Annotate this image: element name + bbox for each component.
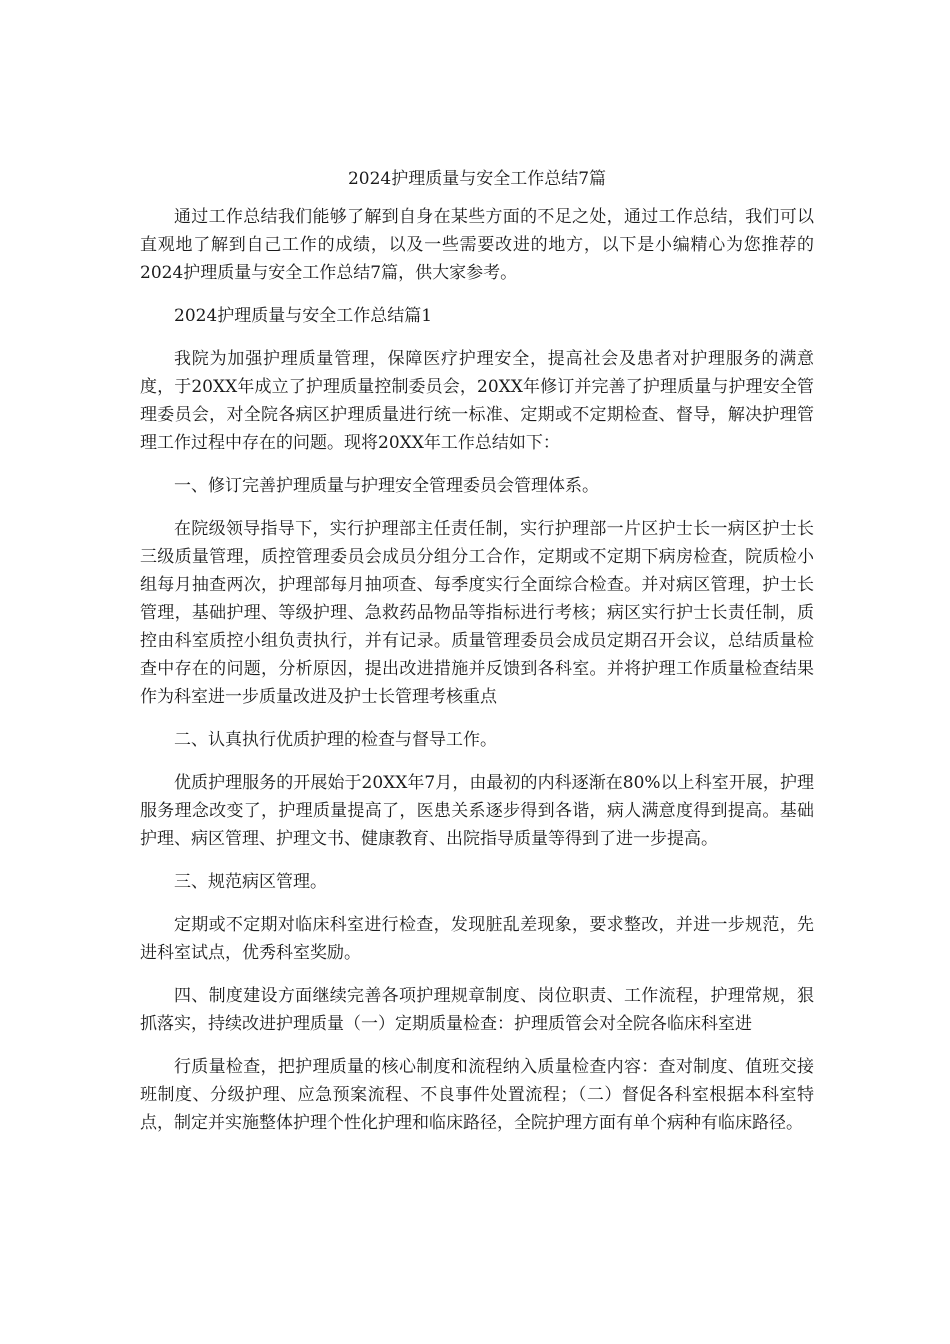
document-title: 2024护理质量与安全工作总结7篇 — [347, 169, 607, 189]
article-heading: 2024护理质量与安全工作总结篇1 — [174, 306, 433, 326]
paragraph-3: 优质护理服务的开展始于20XX年7月，由最初的内科逐渐在80%以上科室开展，护理服务理念改变了，护理质量提高了，医患关系逐步得到各谐，病人满意度得到提高。基础护理、病区管理、护理文书、健康教育、出院指导质量等得到了进一步提高。 — [140, 773, 814, 849]
intro-paragraph: 通过工作总结我们能够了解到自身在某些方面的不足之处，通过工作总结，我们可以直观地了解到自己工作的成绩，以及一些需要改进的地方，以下是小编精心为您推荐的2024护理质量与安全工作总结7篇，供大家参考。 — [140, 207, 814, 283]
paragraph-5: 四、制度建设方面继续完善各项护理规章制度、岗位职责、工作流程，护理常规，狠抓落实，持续改进护理质量（一）定期质量检查：护理质管会对全院各临床科室进 — [140, 986, 814, 1034]
paragraph-2: 在院级领导指导下，实行护理部主任责任制，实行护理部一片区护士长一病区护士长三级质量管理，质控管理委员会成员分组分工合作，定期或不定期下病房检查，院质检小组每月抽查两次，护理部每月抽项查、每季度实行全面综合检查。并对病区管理，护士长管理，基础护理、等级护理、急救药品物品等指标进行考核；病区实行护士长责任制，质控由科室质控小组负责执行，并有记录。质量管理委员会成员定期召开会议，总结质量检查中存在的问题，分析原因，提出改进措施并反馈到各科室。并将护理工作质量检查结果作为科室进一步质量改进及护士长管理考核重点 — [140, 519, 814, 707]
section-heading-2: 二、认真执行优质护理的检查与督导工作。 — [174, 730, 497, 750]
section-heading-3: 三、规范病区管理。 — [174, 872, 327, 892]
paragraph-6: 行质量检查，把护理质量的核心制度和流程纳入质量检查内容：查对制度、值班交接班制度、分级护理、应急预案流程、不良事件处置流程；（二）督促各科室根据本科室特点，制定并实施整体护理个性化护理和临床路径，全院护理方面有单个病种有临床路径。 — [140, 1057, 814, 1133]
paragraph-1: 我院为加强护理质量管理，保障医疗护理安全，提高社会及患者对护理服务的满意度，于20XX年成立了护理质量控制委员会，20XX年修订并完善了护理质量与护理安全管理委员会，对全院各病区护理质量进行统一标准、定期或不定期检查、督导，解决护理管理工作过程中存在的问题。现将20XX年工作总结如下： — [140, 349, 814, 453]
document-page — [140, 165, 814, 1152]
section-heading-1: 一、修订完善护理质量与护理安全管理委员会管理体系。 — [174, 476, 599, 496]
paragraph-4: 定期或不定期对临床科室进行检查，发现脏乱差现象，要求整改，并进一步规范，先进科室试点，优秀科室奖励。 — [140, 915, 814, 963]
